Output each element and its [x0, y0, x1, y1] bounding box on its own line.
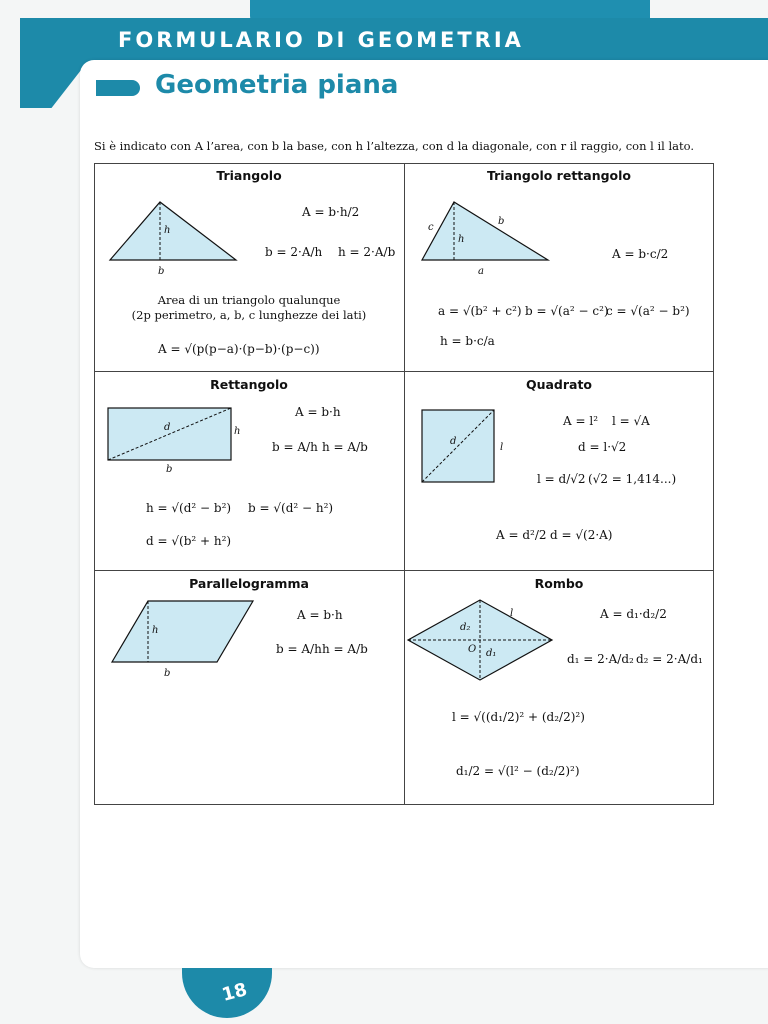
rhombus-figure: [406, 598, 556, 688]
label-h: h: [458, 234, 465, 245]
formula-rettangolo-d: d = √(b² + h²): [146, 534, 232, 548]
note-triangolo-perimetro: (2p perimetro, a, b, c lunghezze dei lati): [131, 308, 367, 322]
square-figure: [420, 408, 510, 488]
formula-rett-c: c = √(a² − b²): [606, 304, 690, 318]
formula-quadrato-area-diag: A = d²/2: [496, 528, 547, 542]
label-b: b: [164, 668, 171, 679]
formula-parallelogramma-area: A = b·h: [297, 608, 343, 622]
label-h: h: [164, 225, 171, 236]
formula-rettangolo-b: b = A/h: [272, 440, 318, 454]
label-d: d: [164, 422, 171, 433]
right-triangle-figure: [420, 200, 552, 280]
cell-title-parallelogramma: Parallelogramma: [189, 576, 309, 591]
formula-quadrato-l: l = d/√2: [537, 472, 586, 486]
formula-rettangolo-b-diag: b = √(d² − h²): [248, 501, 334, 515]
formula-triangolo-area: A = b·h/2: [302, 205, 360, 219]
cell-title-triangolo-rettangolo: Triangolo rettangolo: [486, 168, 632, 183]
page-header-title: FORMULARIO DI GEOMETRIA: [118, 28, 524, 52]
label-d1: d₁: [486, 648, 497, 659]
label-c: c: [428, 222, 434, 233]
formula-rombo-d1: d₁ = 2·A/d₂: [567, 652, 634, 666]
section-marker: [96, 80, 140, 96]
intro-text: Si è indicato con A l’area, con b la base, con h l’altezza, con d la diagonale, con r il raggio, con l il lato.: [94, 139, 695, 153]
formula-quadrato-l-sqrt: l = √A: [612, 414, 650, 428]
formula-triangolo-h: h = 2·A/b: [338, 245, 396, 259]
formula-rombo-d2: d₂ = 2·A/d₁: [636, 652, 703, 666]
formula-rett-h: h = b·c/a: [440, 334, 495, 348]
table-divider-vertical: [404, 163, 405, 805]
formula-parallelogramma-h: h = A/b: [322, 642, 368, 656]
label-l: l: [500, 442, 504, 453]
formula-triangolo-b: b = 2·A/h: [265, 245, 323, 259]
cell-title-rettangolo: Rettangolo: [210, 377, 288, 392]
formula-rombo-lato: l = √((d₁/2)² + (d₂/2)²): [452, 710, 585, 724]
formula-quadrato-d: d = l·√2: [578, 440, 627, 454]
rectangle-figure: [106, 406, 251, 476]
formula-rett-b: b = √(a² − c²): [525, 304, 609, 318]
triangle-figure: [108, 200, 240, 280]
formula-rettangolo-h: h = A/b: [322, 440, 368, 454]
cell-title-triangolo: Triangolo: [216, 168, 282, 183]
formula-erone: A = √(p(p−a)·(p−b)·(p−c)): [158, 342, 320, 356]
label-d: d: [450, 436, 457, 447]
formula-quadrato-d-area: d = √(2·A): [550, 528, 613, 542]
label-h: h: [152, 625, 159, 636]
section-title: Geometria piana: [155, 70, 399, 100]
label-b: b: [166, 464, 173, 475]
label-a: a: [478, 266, 484, 277]
formula-parallelogramma-b: b = A/h: [276, 642, 322, 656]
formula-rombo-mezza-diagonale: d₁/2 = √(l² − (d₂/2)²): [456, 764, 580, 778]
parallelogram-figure: [110, 599, 260, 681]
formula-rombo-area: A = d₁·d₂/2: [600, 607, 667, 621]
cell-title-rombo: Rombo: [534, 576, 584, 591]
formula-rett-area: A = b·c/2: [612, 247, 669, 261]
page-number: 18: [219, 979, 250, 1006]
formula-rettangolo-area: A = b·h: [295, 405, 341, 419]
cell-title-quadrato: Quadrato: [525, 377, 593, 392]
label-o: O: [468, 644, 477, 655]
table-divider-row-1: [94, 371, 714, 372]
formula-rett-a: a = √(b² + c²): [438, 304, 522, 318]
label-d2: d₂: [460, 622, 471, 633]
label-h: h: [234, 426, 241, 437]
label-l: l: [510, 608, 514, 619]
table-divider-row-2: [94, 570, 714, 571]
formula-quadrato-area: A = l²: [563, 414, 598, 428]
label-b: b: [158, 266, 165, 277]
label-b: b: [498, 216, 505, 227]
note-triangolo-qualunque: Area di un triangolo qualunque: [157, 293, 341, 307]
formula-rettangolo-h-diag: h = √(d² − b²): [146, 501, 232, 515]
formula-quadrato-sqrt2: (√2 = 1,414...): [588, 472, 677, 486]
